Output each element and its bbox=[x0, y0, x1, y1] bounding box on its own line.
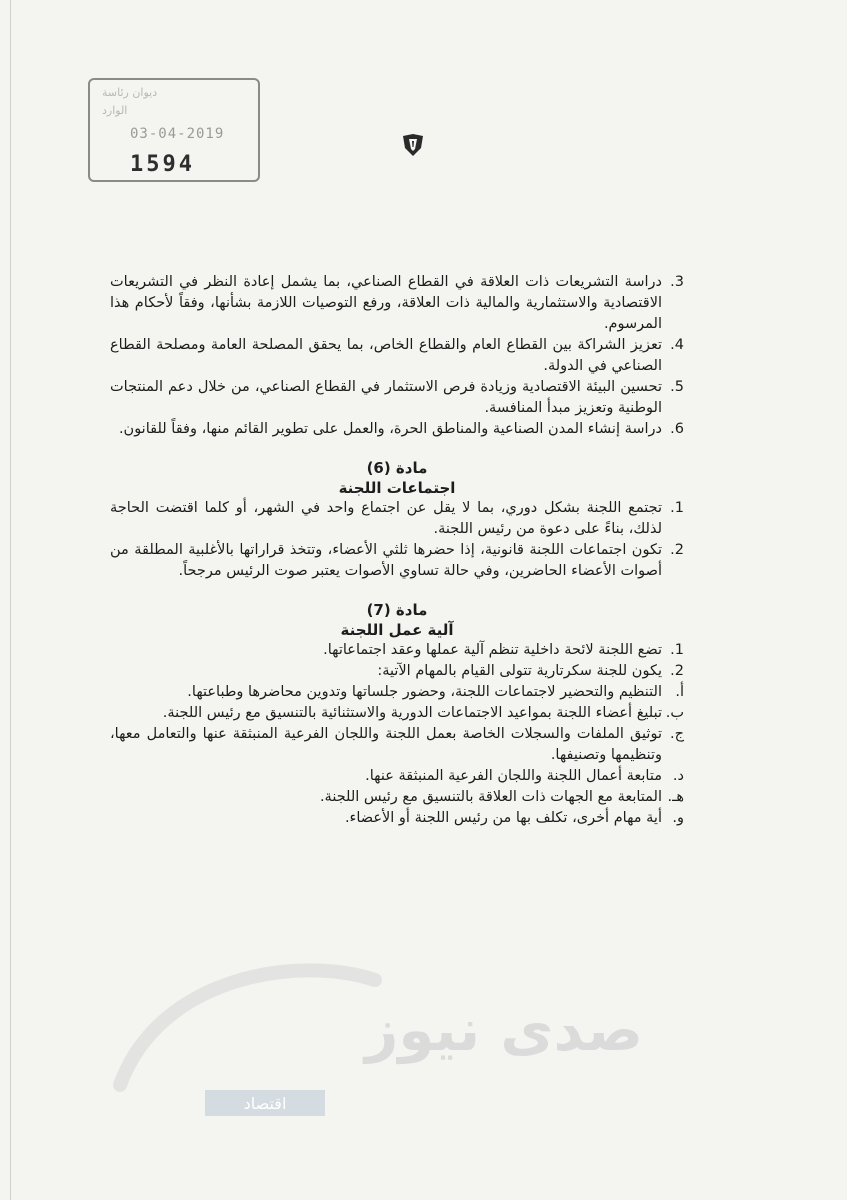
stamp-number: 1594 bbox=[130, 152, 195, 177]
article-7-subtitle: آلية عمل اللجنة bbox=[340, 621, 454, 639]
sub-clause-item: هـ. المتابعة مع الجهات ذات العلاقة بالتنسيق مع رئيس اللجنة. bbox=[319, 789, 684, 805]
clause-item: 1. تضع اللجنة لائحة داخلية تنظم آلية عملها وعقد اجتماعاتها. bbox=[323, 642, 684, 658]
watermark-tag: اقتصاد bbox=[243, 1094, 287, 1113]
page-fold-line bbox=[10, 0, 11, 1200]
article-7-title: مادة (7) bbox=[366, 601, 428, 619]
emblem-icon bbox=[400, 132, 426, 158]
sub-clause-item: ب. تبليغ أعضاء اللجنة بمواعيد الاجتماعات الدورية والاستثنائية بالتنسيق مع رئيس اللجنة. bbox=[162, 705, 684, 721]
sub-clause-item: د. متابعة أعمال اللجنة واللجان الفرعية المنبثقة عنها. bbox=[365, 768, 684, 784]
incoming-stamp bbox=[88, 78, 260, 182]
article-6-title: مادة (6) bbox=[366, 459, 428, 477]
watermark-brand: صدى نيوز bbox=[365, 996, 644, 1064]
clause-item: 3. دراسة التشريعات ذات العلاقة في القطاع الصناعي، بما يشمل إعادة النظر في التشريعات الاقتصادية والاستثمارية والمالية ذات العلاقة، ورفع التوصيات اللازمة بشأنها، وفقاً لأحكام هذا المرسوم. bbox=[110, 274, 684, 332]
news-watermark-logo bbox=[100, 935, 644, 1125]
clause-item: 4. تعزيز الشراكة بين القطاع العام والقطاع الخاص، بما يحقق المصلحة العامة ومصلحة القطاع الصناعي في الدولة. bbox=[110, 337, 684, 374]
clause-item: 1. تجتمع اللجنة بشكل دوري، بما لا يقل عن اجتماع واحد في الشهر، أو كلما اقتضت الحاجة لذلك، بناءً على دعوة من رئيس اللجنة. bbox=[110, 500, 684, 537]
stamp-line-1: ديوان رئاسة bbox=[102, 86, 158, 99]
article-6-subtitle: اجتماعات اللجنة bbox=[338, 479, 456, 497]
sub-clause-item: ج. توثيق الملفات والسجلات الخاصة بعمل اللجنة واللجان الفرعية المنبثقة عنها والتعامل معها، وتنظيمها وتصنيفها. bbox=[110, 726, 684, 763]
stamp-date: 03-04-2019 bbox=[130, 126, 225, 142]
sub-clause-item: أ. التنظيم والتحضير لاجتماعات اللجنة، وحضور جلساتها وتدوين محاضرها وطباعتها. bbox=[187, 684, 684, 700]
stamp-line-2: الوارد bbox=[102, 104, 128, 117]
clause-item: 6. دراسة إنشاء المدن الصناعية والمناطق الحرة، والعمل على تطوير القائم منها، وفقاً للقانون. bbox=[118, 421, 684, 437]
clause-item: 2. يكون للجنة سكرتارية تتولى القيام بالمهام الآتية: bbox=[377, 663, 684, 679]
sub-clause-item: و. أية مهام أخرى، تكلف بها من رئيس اللجنة أو الأعضاء. bbox=[344, 810, 684, 826]
clause-item: 5. تحسين البيئة الاقتصادية وزيادة فرص الاستثمار في القطاع الصناعي، من خلال دعم المنتجات الوطنية وتعزيز مبدأ المنافسة. bbox=[110, 379, 684, 416]
clause-item: 2. تكون اجتماعات اللجنة قانونية، إذا حضرها ثلثي الأعضاء، وتتخذ قراراتها بالأغلبية المطلقة من أصوات الأعضاء الحاضرين، وفي حالة تساوي الأصوات يعتبر صوت الرئيس مرجحاً. bbox=[110, 542, 684, 579]
document-body bbox=[110, 272, 684, 829]
